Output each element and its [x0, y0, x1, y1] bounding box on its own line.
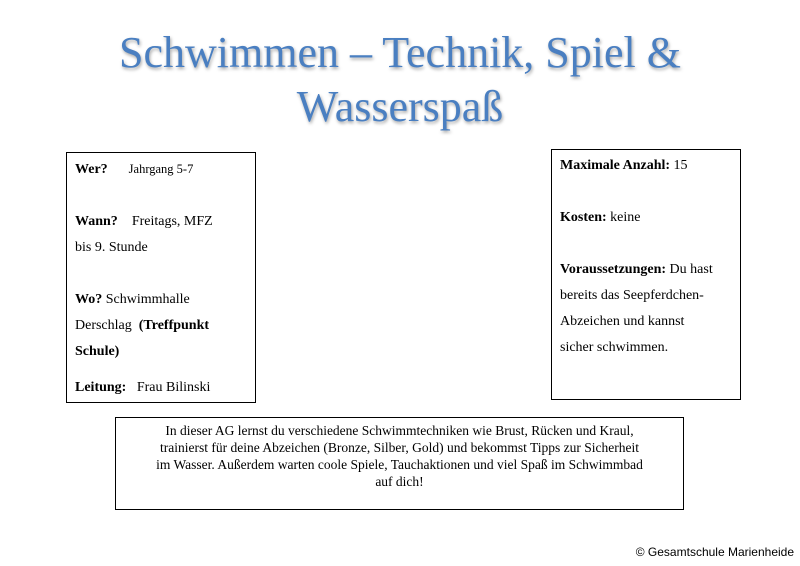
- description-line-2: trainierst für deine Abzeichen (Bronze, Silber, Gold) und bekommst Tipps zur Sicherheit: [160, 440, 639, 455]
- leitung-label: Leitung:: [75, 380, 127, 395]
- wo-value-2: Derschlag: [75, 318, 132, 333]
- voraussetzungen-line-4: sicher schwimmen.: [560, 340, 669, 355]
- wann-value: Freitags, MFZ: [131, 214, 213, 229]
- wann-value-2: bis 9. Stunde: [75, 240, 148, 255]
- wo-row-2: [75, 313, 247, 339]
- title-line-1: Schwimmen – Technik, Spiel &: [119, 28, 681, 77]
- wer-label: Wer?: [75, 162, 108, 177]
- leitung-value: Frau Bilinski: [136, 380, 211, 395]
- info-box-right: [551, 149, 741, 400]
- voraussetzungen-row: [560, 257, 732, 283]
- wer-value: Jahrgang 5-7: [128, 162, 194, 176]
- max-label: Maximale Anzahl:: [560, 158, 671, 173]
- wer-row: [75, 156, 247, 183]
- kosten-row: [560, 205, 732, 231]
- voraussetzungen-line-1: Du hast: [669, 262, 713, 277]
- info-box-left: [66, 152, 256, 403]
- description-box: [115, 417, 684, 510]
- max-row: [560, 153, 732, 179]
- leitung-row: [75, 375, 247, 401]
- kosten-value: keine: [610, 210, 641, 225]
- wo-meeting-2: Schule): [75, 344, 120, 359]
- wann-label: Wann?: [75, 214, 118, 229]
- description-line-4: auf dich!: [375, 474, 424, 489]
- copyright-notice: © Gesamtschule Marienheide: [635, 545, 794, 559]
- wo-label: Wo?: [75, 292, 103, 307]
- max-value: 15: [673, 158, 688, 173]
- wo-meeting: (Treffpunkt: [138, 318, 210, 333]
- title-line-2: Wasserspaß: [296, 82, 504, 131]
- description-line-1: In dieser AG lernst du verschiedene Schwimmtechniken wie Brust, Rücken und Kraul,: [165, 423, 634, 438]
- wo-value: Schwimmhalle: [105, 292, 190, 307]
- kosten-label: Kosten:: [560, 210, 607, 225]
- voraussetzungen-line-2: bereits das Seepferdchen-: [560, 288, 704, 303]
- description-line-3: im Wasser. Außerdem warten coole Spiele, Tauchaktionen und viel Spaß im Schwimmbad: [156, 457, 643, 472]
- page-title: [40, 26, 760, 134]
- voraussetzungen-line-3: Abzeichen und kannst: [560, 314, 685, 329]
- wann-row: [75, 209, 247, 235]
- voraussetzungen-label: Voraussetzungen:: [560, 262, 667, 277]
- wo-row: [75, 287, 247, 313]
